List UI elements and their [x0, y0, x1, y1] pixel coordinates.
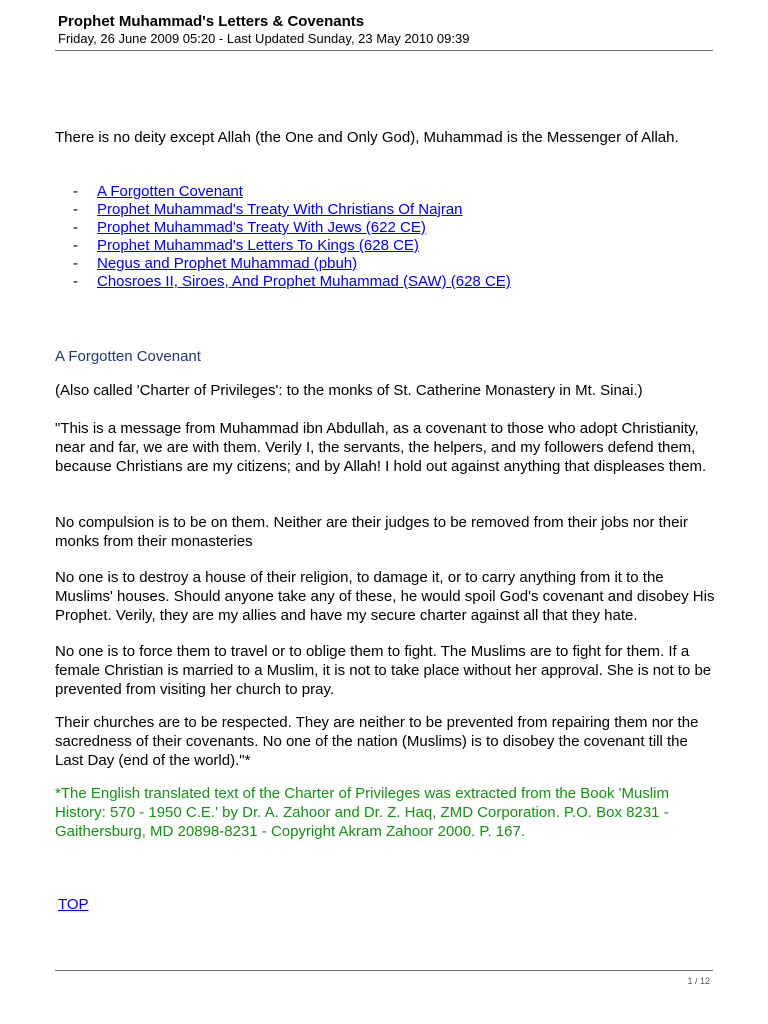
covenant-paragraph: No one is to destroy a house of their religion, to damage it, or to carry anything from it to the Muslims' houses. Should anyone take any of these, he would spoil God's covenant and disobey His Prophet. Verily, they are my allies and have my secure charter against all that they hate. [55, 569, 715, 624]
toc-bullet: - [73, 201, 78, 218]
toc-link-chosroes[interactable]: Chosroes II, Siroes, And Prophet Muhammad (SAW) (628 CE) [97, 273, 511, 290]
source-citation: *The English translated text of the Charter of Privileges was extracted from the Book 'Muslim History: 570 - 1950 C.E.' by Dr. A. Zahoor and Dr. Z. Haq, ZMD Corporation. P.O. Box 8231 - Gaithersburg, MD 20898-8231 - Copyright Akram Zahoor 2000. P. 167. [55, 785, 669, 840]
toc-item [73, 201, 511, 219]
toc-link-negus[interactable]: Negus and Prophet Muhammad (pbuh) [97, 255, 358, 272]
covenant-paragraph: No compulsion is to be on them. Neither are their judges to be removed from their jobs nor their monks from their monasteries [55, 514, 688, 550]
back-to-top-link[interactable]: TOP [58, 896, 89, 913]
toc-link-treaty-najran[interactable]: Prophet Muhammad's Treaty With Christians Of Najran [97, 201, 463, 218]
covenant-paragraph: Their churches are to be respected. They are neither to be prevented from repairing them nor the sacredness of their covenants. No one of the nation (Muslims) is to disobey the covenant till the Last Day (end of the world)."* [55, 714, 699, 769]
toc-link-treaty-jews[interactable]: Prophet Muhammad's Treaty With Jews (622 CE) [97, 219, 426, 236]
table-of-contents [73, 183, 511, 291]
footer-divider [55, 970, 713, 971]
covenant-paragraph: No one is to force them to travel or to oblige them to fight. The Muslims are to fight for them. If a female Christian is married to a Muslim, it is not to take place without her approval. She is not to be prevented from visiting her church to pray. [55, 643, 712, 698]
toc-bullet: - [73, 255, 78, 272]
header-divider [55, 50, 713, 51]
toc-link-forgotten-covenant[interactable]: A Forgotten Covenant [97, 183, 243, 200]
toc-item [73, 273, 511, 291]
toc-bullet: - [73, 273, 78, 290]
toc-item [73, 183, 511, 201]
toc-link-letters-kings[interactable]: Prophet Muhammad's Letters To Kings (628 CE) [97, 237, 419, 254]
toc-bullet: - [73, 219, 78, 236]
toc-bullet: - [73, 183, 78, 200]
toc-bullet: - [73, 237, 78, 254]
toc-item [73, 219, 511, 237]
toc-item [73, 237, 511, 255]
document-header [58, 13, 713, 47]
section-subtitle: (Also called 'Charter of Privileges': to the monks of St. Catherine Monastery in Mt. Sinai.) [55, 382, 643, 399]
page-number: 1 / 12 [687, 976, 710, 986]
document-date-line: Friday, 26 June 2009 05:20 - Last Updated Sunday, 23 May 2010 09:39 [58, 31, 470, 46]
toc-item [73, 255, 511, 273]
intro-statement: There is no deity except Allah (the One and Only God), Muhammad is the Messenger of Allah. [55, 129, 679, 146]
covenant-paragraph: "This is a message from Muhammad ibn Abdullah, as a covenant to those who adopt Christianity, near and far, we are with them. Verily I, the servants, the helpers, and my followers defend them, because Christians are my citizens; and by Allah! I hold out against anything that displeases them. [55, 420, 707, 475]
document-title: Prophet Muhammad's Letters & Covenants [58, 13, 365, 30]
section-heading: A Forgotten Covenant [55, 348, 201, 365]
